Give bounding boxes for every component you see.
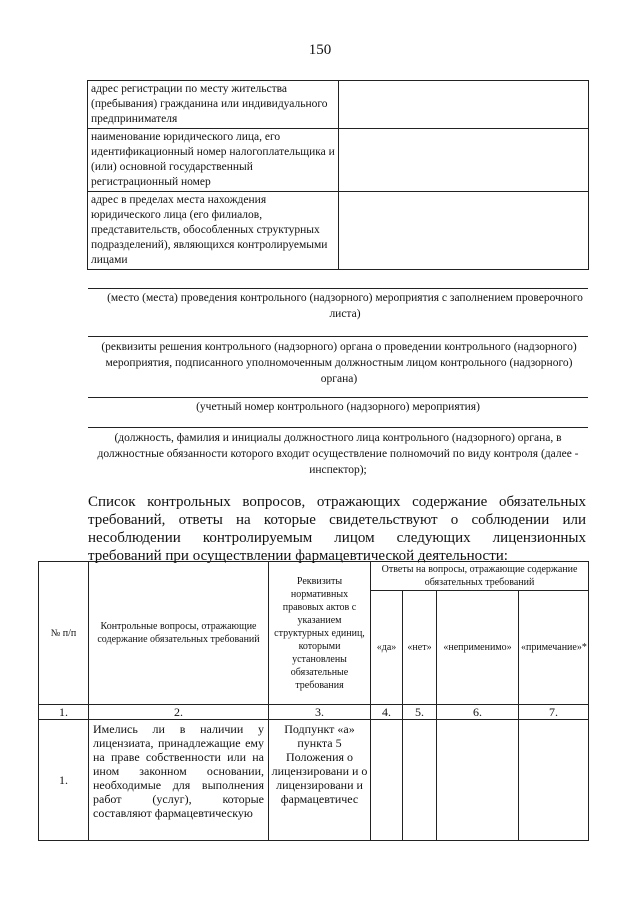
- col-number: 6.: [437, 705, 519, 720]
- fill-line-official: [88, 427, 588, 428]
- answer-note-cell[interactable]: [519, 720, 589, 841]
- col-number: 5.: [403, 705, 437, 720]
- row-question: Имелись ли в наличии у лицензиата, принадлежащие ему на праве собственности или на ином законном основании, необходимые для выполнения работ (услуг), которые составляют фармацевтическую: [89, 720, 269, 841]
- header-yes: «да»: [371, 591, 403, 705]
- row-requisite: Подпункт «а» пункта 5 Положения о лицензировани и о лицензировани и фармацевтичес: [269, 720, 371, 841]
- table-row: [88, 81, 589, 129]
- page-number: 150: [308, 42, 332, 58]
- header-questions: Контрольные вопросы, отражающие содержание обязательных требований: [89, 562, 269, 705]
- row-label-legal-entity: наименование юридического лица, его идентификационный номер налогоплательщика и (или) основной государственный регистрационный номер: [88, 129, 339, 192]
- col-number: 1.: [39, 705, 89, 720]
- checklist-heading: Список контрольных вопросов, отражающих содержание обязательных требований, ответы на которые свидетельствуют о соблюдении или несоблюдении контролируемым лицом следующих лицензионных требований при осуществлении фармацевтической деятельности:: [88, 494, 586, 564]
- table-row: [88, 129, 589, 192]
- fill-line-record-number: [88, 397, 588, 398]
- checklist-table: [38, 561, 589, 841]
- col-number: 2.: [89, 705, 269, 720]
- caption-record-number: (учетный номер контрольного (надзорного) мероприятия): [196, 401, 480, 413]
- answer-not-applicable-cell[interactable]: [437, 720, 519, 841]
- header-num: № п/п: [39, 562, 89, 705]
- fill-line-place: [88, 288, 588, 289]
- header-no: «нет»: [403, 591, 437, 705]
- col-number: 4.: [371, 705, 403, 720]
- row-label-legal-address: адрес в пределах места нахождения юридического лица (его филиалов, представительств, обособленных структурных подразделений), являющихся контролируемыми лицами: [88, 192, 339, 270]
- column-numbers-row: [39, 705, 589, 720]
- caption-decision: (реквизиты решения контрольного (надзорного) органа о проведении контрольного (надзорного) мероприятия, подписанного уполномоченным должностным лицом контрольного (надзорного) органа): [101, 341, 577, 385]
- caption-official: (должность, фамилия и инициалы должностного лица контрольного (надзорного) органа, в должностные обязанности которого входит осуществление полномочий по виду контроля (далее - инспектор);: [97, 432, 579, 476]
- row-value-field: [339, 81, 589, 129]
- answer-yes-cell[interactable]: [371, 720, 403, 841]
- row-value-field: [339, 192, 589, 270]
- controlled-entity-table: [87, 80, 589, 270]
- header-answers: Ответы на вопросы, отражающие содержание обязательных требований: [371, 562, 589, 591]
- answer-no-cell[interactable]: [403, 720, 437, 841]
- table-row: [88, 192, 589, 270]
- header-note: «примечание»*: [519, 591, 589, 705]
- col-number: 3.: [269, 705, 371, 720]
- row-value-field: [339, 129, 589, 192]
- header-not-applicable: «неприменимо»: [437, 591, 519, 705]
- header-row: [39, 562, 589, 591]
- col-number: 7.: [519, 705, 589, 720]
- row-number: 1.: [39, 720, 89, 841]
- table-row: [39, 720, 589, 841]
- caption-place: (место (места) проведения контрольного (надзорного) мероприятия с заполнением проверочного листа): [107, 292, 583, 320]
- row-label-address-registration: адрес регистрации по месту жительства (пребывания) гражданина или индивидуального предпринимателя: [88, 81, 339, 129]
- fill-line-decision: [88, 336, 588, 337]
- header-requisites: Реквизиты нормативных правовых актов с указанием структурных единиц, которыми установлены обязательные требования: [269, 562, 371, 705]
